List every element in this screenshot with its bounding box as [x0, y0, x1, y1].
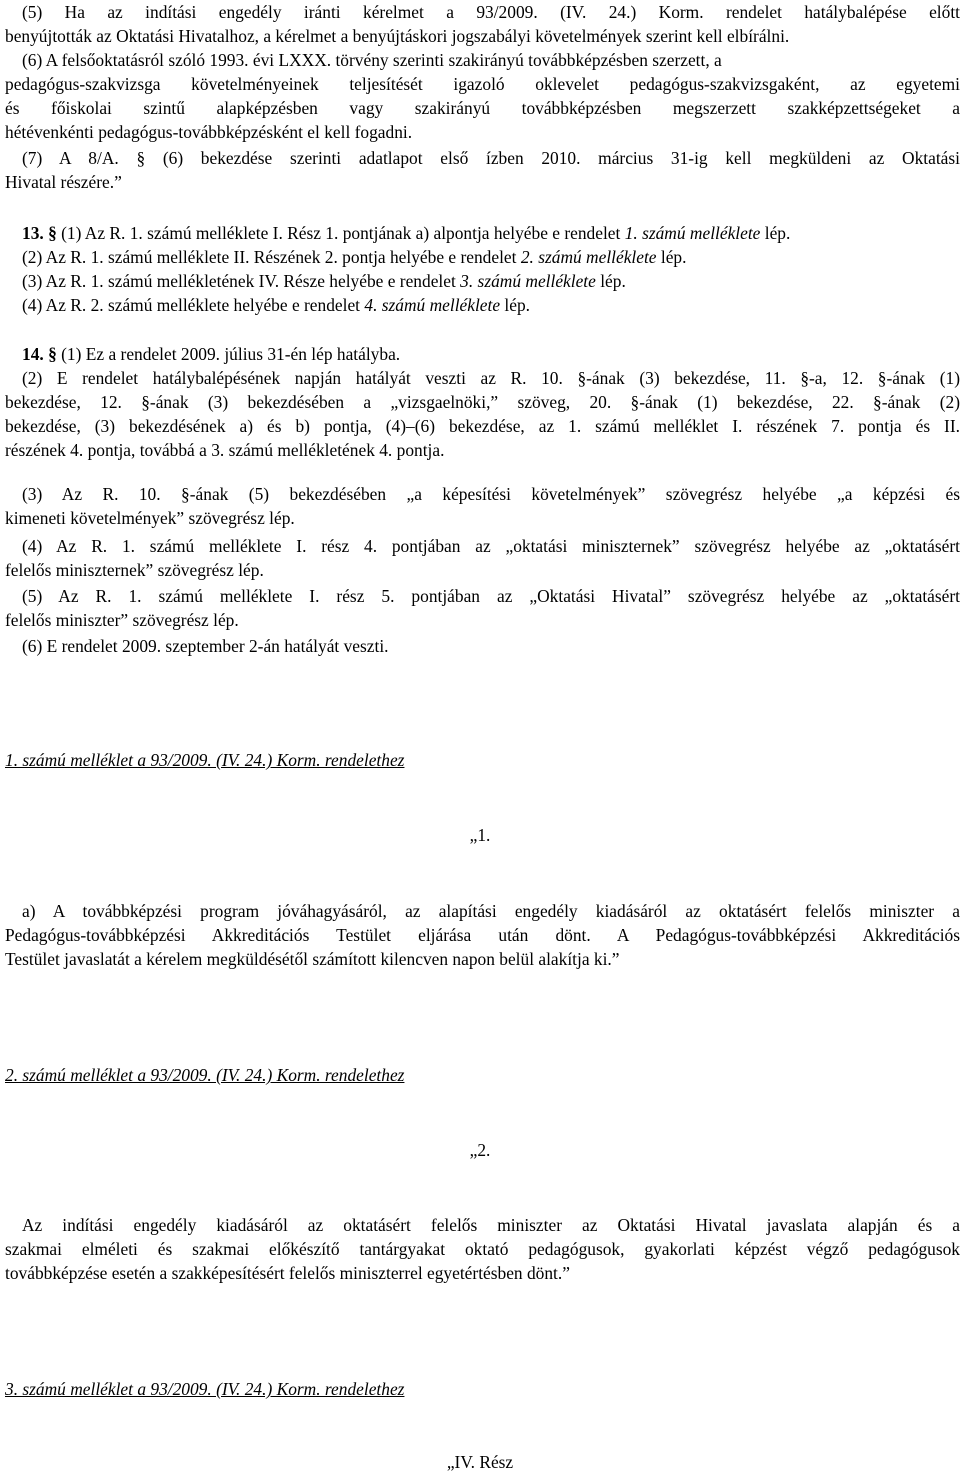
paragraph-line: (7) A 8/A. § (6) bekezdése szerinti adatlapot első ízben 2010. március 31-ig kell megküldeni az Oktatási [22, 148, 960, 168]
text-span: (3) Az R. 1. számú mellékletének IV. Része helyébe e rendelet [22, 271, 461, 291]
annex-2-number: „2. [469, 1140, 491, 1160]
text-span: (1) Az R. 1. számú melléklete I. Rész 1. pontjának a) alpontja helyébe e rendelet [61, 223, 625, 243]
paragraph-line: benyújtották az Oktatási Hivatalhoz, a kérelmet a benyújtáskori jogszabályi követelmények szerint kell elbírálni. [5, 26, 790, 46]
paragraph-line: bekezdése, 12. §-ának (3) bekezdésében a „vizsgaelnöki,” szöveg, 20. §-ának (1) bekezdése, 22. §-ának (2) [5, 392, 960, 412]
text-span: (1) Ez a rendelet 2009. július 31-én lép hatályba. [61, 344, 401, 364]
paragraph-line: hétévenkénti pedagógus-továbbképzésként el kell fogadni. [5, 122, 413, 142]
section-13-p4 [22, 293, 530, 317]
annex-2-title: 2. számú melléklet a 93/2009. (IV. 24.) Korm. rendelethez [5, 1065, 405, 1085]
section-13-p3 [22, 269, 626, 293]
text-span: lép. [595, 271, 626, 291]
section-14-number: 14. § [22, 344, 57, 364]
paragraph-line: (2) E rendelet hatálybalépésének napján hatályát veszti az R. 10. §-ának (3) bekezdése, 11. §-a, 12. §-ának (1) [22, 368, 960, 388]
paragraph-line: pedagógus-szakvizsga követelményeinek teljesítését igazoló oklevelet pedagógus-szakvizsgaként, az egyetemi [5, 74, 960, 94]
paragraph-line: és főiskolai szintű alapképzésben vagy szakirányú továbbképzésben megszerzett szakképzettségeket a [5, 98, 960, 118]
paragraph-line: Pedagógus-továbbképzési Akkreditációs Testület eljárása után dönt. A Pedagógus-továbbképzési Akkreditációs [5, 925, 960, 945]
paragraph-line: a) A továbbképzési program jóváhagyásáról, az alapítási engedély kiadásáról az oktatásért felelős miniszter a [22, 901, 960, 921]
paragraph-line: felelős miniszter” szövegrész lép. [5, 610, 239, 630]
annex-1-title: 1. számú melléklet a 93/2009. (IV. 24.) Korm. rendelethez [5, 750, 405, 770]
paragraph-line: felelős miniszternek” szövegrész lép. [5, 560, 264, 580]
annex-reference: 4. számú melléklete [364, 295, 501, 315]
text-span: (2) Az R. 1. számú melléklete II. Részének 2. pontja helyébe e rendelet [22, 247, 521, 267]
paragraph-line: (3) Az R. 10. §-ának (5) bekezdésében „a képesítési követelmények” szövegrész helyébe „a képzési és [22, 484, 960, 504]
annex-3-number: „IV. Rész [446, 1452, 514, 1472]
annex-1-number: „1. [469, 825, 491, 845]
text-span: (4) Az R. 2. számú melléklete helyébe e rendelet [22, 295, 365, 315]
paragraph-line: (5) Az R. 1. számú melléklete I. rész 5. pontjában az „Oktatási Hivatal” szövegrész helyébe az „oktatásért [22, 586, 960, 606]
text-span: lép. [500, 295, 531, 315]
paragraph-line: kimeneti követelmények” szövegrész lép. [5, 508, 295, 528]
section-14-p1 [22, 342, 400, 366]
paragraph-line: szakmai elméleti és szakmai előkészítő tantárgyakat oktató pedagógusok, gyakorlati képzést végző pedagógusok [5, 1239, 960, 1259]
text-span: lép. [760, 223, 791, 243]
text-span: lép. [656, 247, 687, 267]
annex-reference: 2. számú melléklete [520, 247, 657, 267]
paragraph-line: (6) E rendelet 2009. szeptember 2-án hatályát veszti. [22, 636, 389, 656]
paragraph-line: (5) Ha az indítási engedély iránti kérelmet a 93/2009. (IV. 24.) Korm. rendelet hatálybalépése előtt [22, 2, 960, 22]
paragraph-line: Az indítási engedély kiadásáról az oktatásért felelős miniszter az Oktatási Hivatal javaslata alapján és a [22, 1215, 960, 1235]
paragraph-line: (6) A felsőoktatásról szóló 1993. évi LXXX. törvény szerinti szakirányú továbbképzésben szerzett, a [22, 50, 722, 70]
paragraph-line: továbbképzése esetén a szakképesítésért felelős miniszterrel egyetértésben dönt.” [5, 1263, 570, 1283]
paragraph-line: Testület javaslatát a kérelem megküldésétől számított kilencven napon belül alakítja ki.” [5, 949, 620, 969]
paragraph-line: bekezdése, (3) bekezdésének a) és b) pontja, (4)–(6) bekezdése, az 1. számú melléklet I. részének 7. pontja és II. [5, 416, 960, 436]
annex-3-title: 3. számú melléklet a 93/2009. (IV. 24.) Korm. rendelethez [5, 1379, 405, 1399]
section-13-p2 [22, 245, 686, 269]
paragraph-line: (4) Az R. 1. számú melléklete I. rész 4. pontjában az „oktatási miniszternek” szövegrész helyébe az „oktatásért [22, 536, 960, 556]
section-13-p1 [22, 221, 790, 245]
paragraph-line: részének 4. pontja, továbbá a 3. számú mellékletének 4. pontja. [5, 440, 445, 460]
section-13-number: 13. § [22, 223, 57, 243]
annex-reference: 1. számú melléklete [624, 223, 761, 243]
paragraph-line: Hivatal részére.” [5, 172, 122, 192]
annex-reference: 3. számú melléklete [460, 271, 596, 291]
